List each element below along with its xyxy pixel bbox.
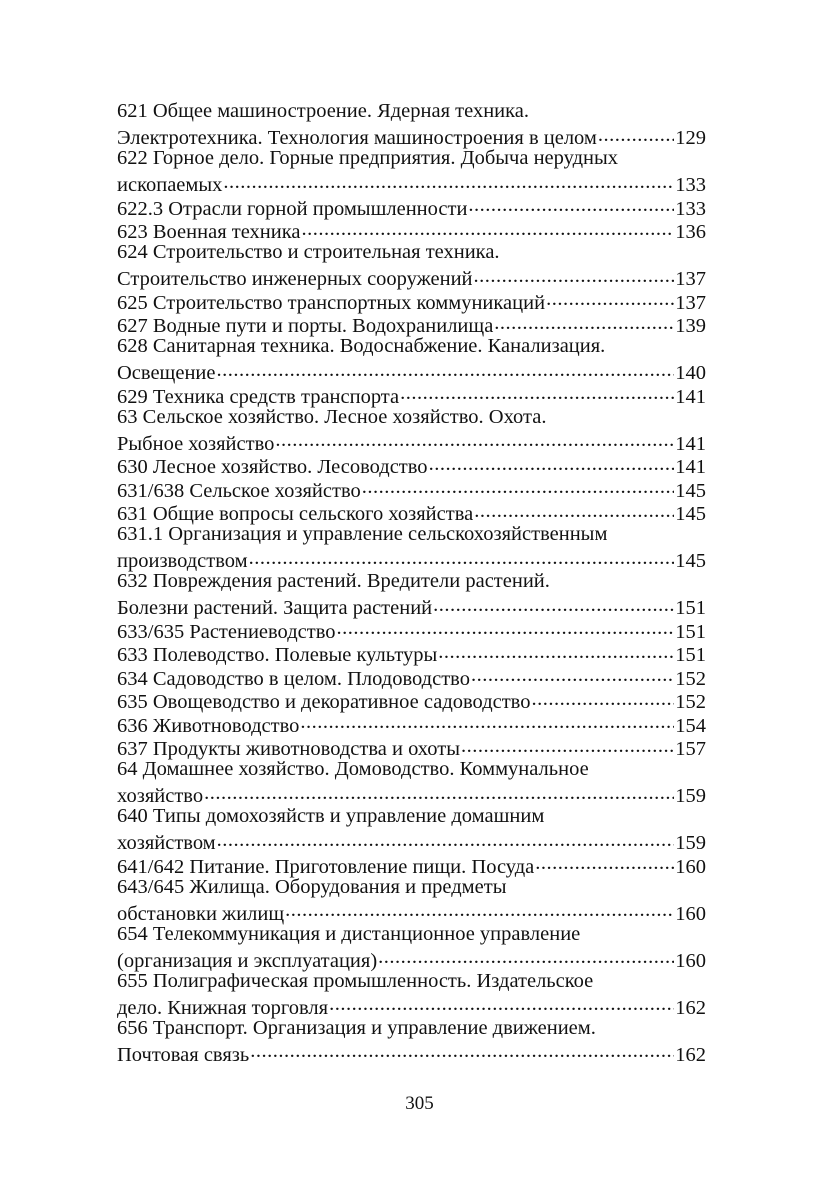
toc-entry-title: ископаемых xyxy=(117,174,223,196)
toc-entry-line xyxy=(117,147,706,171)
toc-entry-last-line xyxy=(117,429,706,453)
toc-entry-title: 629 Техника средств транспорта xyxy=(117,385,400,408)
toc-entry-title: 641/642 Питание. Приготовление пищи. Посуда xyxy=(117,855,535,878)
toc-entry xyxy=(117,382,706,406)
toc-entry xyxy=(117,406,706,453)
toc-entry xyxy=(117,335,706,382)
dot-leader xyxy=(378,946,674,967)
toc-entry-title: 622.3 Отрасли горной промышленности xyxy=(117,197,468,220)
toc-entry-title: обстановки жилищ xyxy=(117,902,285,925)
toc-entry-last-line xyxy=(117,1040,706,1064)
toc-entry-title: 631.1 Организация и управление сельскохозяйственным xyxy=(117,523,608,545)
toc-entry-title: 624 Строительство и строительная техника. xyxy=(117,241,500,263)
toc-entry xyxy=(117,970,706,1017)
dot-leader xyxy=(433,594,674,615)
toc-entry-line xyxy=(117,970,706,994)
toc-entry-line xyxy=(117,1017,706,1041)
toc-entry xyxy=(117,1017,706,1064)
toc-entry xyxy=(117,147,706,194)
toc-entry-last-line xyxy=(117,664,706,688)
toc-entry-title: 640 Типы домохозяйств и управление домашним xyxy=(117,805,545,827)
toc-entry-page: 139 xyxy=(675,315,706,337)
toc-entry-page: 160 xyxy=(675,855,706,878)
toc-entry-title: 634 Садоводство в целом. Плодоводство xyxy=(117,667,470,690)
dot-leader xyxy=(400,382,674,403)
dot-leader xyxy=(337,617,675,638)
toc-entry-title: 655 Полиграфическая промышленность. Издательское xyxy=(117,969,594,992)
toc-entry xyxy=(117,617,706,641)
dot-leader xyxy=(217,829,675,850)
toc-entry-page: 137 xyxy=(675,268,706,290)
toc-entry xyxy=(117,453,706,477)
toc-entry-title: производством xyxy=(117,550,248,572)
toc-entry xyxy=(117,852,706,876)
dot-leader xyxy=(285,899,674,920)
page-number: 305 xyxy=(405,1093,434,1114)
toc-entry xyxy=(117,570,706,617)
toc-entry-last-line xyxy=(117,124,706,148)
toc-entry-last-line xyxy=(117,218,706,242)
toc-entry-title: 635 Овощеводство и декоративное садоводство xyxy=(117,691,531,713)
toc-entry xyxy=(117,523,706,570)
toc-entry-title: 625 Строительство транспортных коммуникаций xyxy=(117,291,546,314)
toc-entry-last-line xyxy=(117,312,706,336)
toc-entry-page: 154 xyxy=(675,714,706,737)
toc-entry-last-line xyxy=(117,993,706,1017)
toc-entry xyxy=(117,688,706,712)
dot-leader xyxy=(362,476,675,497)
toc-entry xyxy=(117,641,706,665)
toc-entry-title: Болезни растений. Защита растений xyxy=(117,597,433,619)
toc-entry-page: 140 xyxy=(675,362,706,384)
toc-entry-last-line xyxy=(117,594,706,618)
toc-entry xyxy=(117,241,706,288)
toc-entry xyxy=(117,711,706,735)
toc-entry-page: 129 xyxy=(675,127,706,149)
toc-entry-line xyxy=(117,335,706,359)
toc-entry xyxy=(117,923,706,970)
toc-entry-line xyxy=(117,406,706,430)
toc-entry-page: 160 xyxy=(675,902,706,925)
toc-entry xyxy=(117,100,706,147)
dot-leader xyxy=(438,641,674,662)
dot-leader xyxy=(468,194,674,215)
toc-entry-title: хозяйством xyxy=(117,832,216,854)
toc-entry-title: 631/638 Сельское хозяйство xyxy=(117,479,361,502)
toc-entry xyxy=(117,735,706,759)
toc-entry-last-line xyxy=(117,476,706,500)
toc-entry-page: 151 xyxy=(675,644,706,666)
toc-entry-title: 628 Санитарная техника. Водоснабжение. Канализация. xyxy=(117,335,606,357)
dot-leader xyxy=(249,547,675,568)
toc-entry-title: 63 Сельское хозяйство. Лесное хозяйство. Охота. xyxy=(117,405,547,428)
dot-leader xyxy=(494,312,674,333)
toc-entry-last-line xyxy=(117,641,706,665)
toc-entry-title: 643/645 Жилища. Оборудования и предметы xyxy=(117,875,507,898)
toc-entry-page: 151 xyxy=(675,620,706,643)
toc-entry-last-line xyxy=(117,829,706,853)
toc-entry-title: Строительство инженерных сооружений xyxy=(117,268,473,290)
toc-entry-title: 622 Горное дело. Горные предприятия. Добыча нерудных xyxy=(117,147,619,169)
toc-entry-title: 654 Телекоммуникация и дистанционное управление xyxy=(117,922,581,945)
toc-entry-page: 136 xyxy=(675,221,706,243)
toc-entry-last-line xyxy=(117,899,706,923)
toc-entry-title: 623 Военная техника xyxy=(117,221,301,243)
dot-leader xyxy=(300,711,674,732)
dot-leader xyxy=(204,782,674,803)
toc-entry-page: 145 xyxy=(675,550,706,572)
toc-entry-line xyxy=(117,805,706,829)
toc-entry-title: дело. Книжная торговля xyxy=(117,996,329,1019)
dot-leader xyxy=(301,218,674,239)
toc-entry-title: 630 Лесное хозяйство. Лесоводство xyxy=(117,456,428,478)
toc-entry-last-line xyxy=(117,359,706,383)
toc-entry-last-line xyxy=(117,782,706,806)
toc-entry xyxy=(117,476,706,500)
toc-entry-last-line xyxy=(117,453,706,477)
toc-entry-title: 633 Полеводство. Полевые культуры xyxy=(117,644,438,666)
toc-entry xyxy=(117,664,706,688)
toc-entry-title: 631 Общие вопросы сельского хозяйства xyxy=(117,503,474,525)
toc-entry-line xyxy=(117,876,706,900)
toc-entry-last-line xyxy=(117,288,706,312)
toc-entry-page: 141 xyxy=(675,456,706,478)
toc-entry-last-line xyxy=(117,265,706,289)
toc-entry xyxy=(117,805,706,852)
dot-leader xyxy=(429,453,675,474)
toc-entry-page: 133 xyxy=(675,197,706,220)
toc-entry-page: 133 xyxy=(675,174,706,196)
toc-entry-title: 656 Транспорт. Организация и управление движением. xyxy=(117,1016,596,1039)
toc-entry-line xyxy=(117,523,706,547)
toc-entry xyxy=(117,500,706,524)
toc-entry-page: 141 xyxy=(675,385,706,408)
toc-entry-line xyxy=(117,570,706,594)
toc-entry-last-line xyxy=(117,852,706,876)
dot-leader xyxy=(250,1040,674,1061)
toc-entry-page: 152 xyxy=(675,691,706,713)
toc-entry xyxy=(117,218,706,242)
toc-entry xyxy=(117,876,706,923)
toc-entry-title: 64 Домашнее хозяйство. Домоводство. Коммунальное xyxy=(117,758,589,780)
toc-entry-page: 151 xyxy=(675,597,706,619)
toc-entry-title: 637 Продукты животноводства и охоты xyxy=(117,738,460,760)
dot-leader xyxy=(474,500,674,521)
toc-entry-title: хозяйство xyxy=(117,785,204,807)
dot-leader xyxy=(474,265,675,286)
dot-leader xyxy=(531,688,674,709)
dot-leader xyxy=(546,288,674,309)
toc-entry-last-line xyxy=(117,711,706,735)
toc-entry-line xyxy=(117,241,706,265)
toc-entry-page: 145 xyxy=(675,479,706,502)
toc-entry-page: 141 xyxy=(675,432,706,455)
toc-entry-last-line xyxy=(117,946,706,970)
toc-entry-title: Электротехника. Технология машиностроения в целом xyxy=(117,127,597,149)
toc-entry-title: 621 Общее машиностроение. Ядерная техника. xyxy=(117,100,530,122)
toc-entry-page: 162 xyxy=(675,996,706,1019)
toc-entry-page: 159 xyxy=(675,785,706,807)
toc-entry-last-line xyxy=(117,500,706,524)
toc-entry-line xyxy=(117,758,706,782)
toc-entry-title: Освещение xyxy=(117,362,216,384)
table-of-contents xyxy=(117,100,706,1064)
toc-entry-title: 633/635 Растениеводство xyxy=(117,620,336,643)
toc-entry-last-line xyxy=(117,617,706,641)
toc-entry-title: 632 Повреждения растений. Вредители растений. xyxy=(117,570,550,592)
toc-entry-last-line xyxy=(117,194,706,218)
toc-entry-title: (организация и эксплуатация) xyxy=(117,949,378,972)
toc-entry-last-line xyxy=(117,382,706,406)
toc-entry xyxy=(117,758,706,805)
dot-leader xyxy=(329,993,674,1014)
toc-entry-title: Рыбное хозяйство xyxy=(117,432,275,455)
toc-entry xyxy=(117,194,706,218)
toc-entry xyxy=(117,288,706,312)
toc-entry-title: Почтовая связь xyxy=(117,1043,250,1066)
toc-entry-last-line xyxy=(117,547,706,571)
dot-leader xyxy=(217,359,675,380)
toc-entry-title: 627 Водные пути и порты. Водохранилища xyxy=(117,315,494,337)
toc-entry-last-line xyxy=(117,735,706,759)
toc-entry-line xyxy=(117,100,706,124)
toc-entry-page: 137 xyxy=(675,291,706,314)
dot-leader xyxy=(223,171,674,192)
toc-entry-title: 636 Животноводство xyxy=(117,714,300,737)
toc-entry-page: 159 xyxy=(675,832,706,854)
toc-entry-page: 162 xyxy=(675,1043,706,1066)
toc-entry xyxy=(117,312,706,336)
toc-entry-last-line xyxy=(117,688,706,712)
dot-leader xyxy=(535,852,674,873)
toc-entry-page: 145 xyxy=(675,503,706,525)
toc-entry-page: 160 xyxy=(675,949,706,972)
dot-leader xyxy=(275,429,674,450)
dot-leader xyxy=(461,735,674,756)
toc-entry-last-line xyxy=(117,171,706,195)
dot-leader xyxy=(471,664,674,685)
toc-entry-page: 157 xyxy=(675,738,706,760)
toc-entry-page: 152 xyxy=(675,667,706,690)
dot-leader xyxy=(598,124,674,145)
toc-entry-line xyxy=(117,923,706,947)
